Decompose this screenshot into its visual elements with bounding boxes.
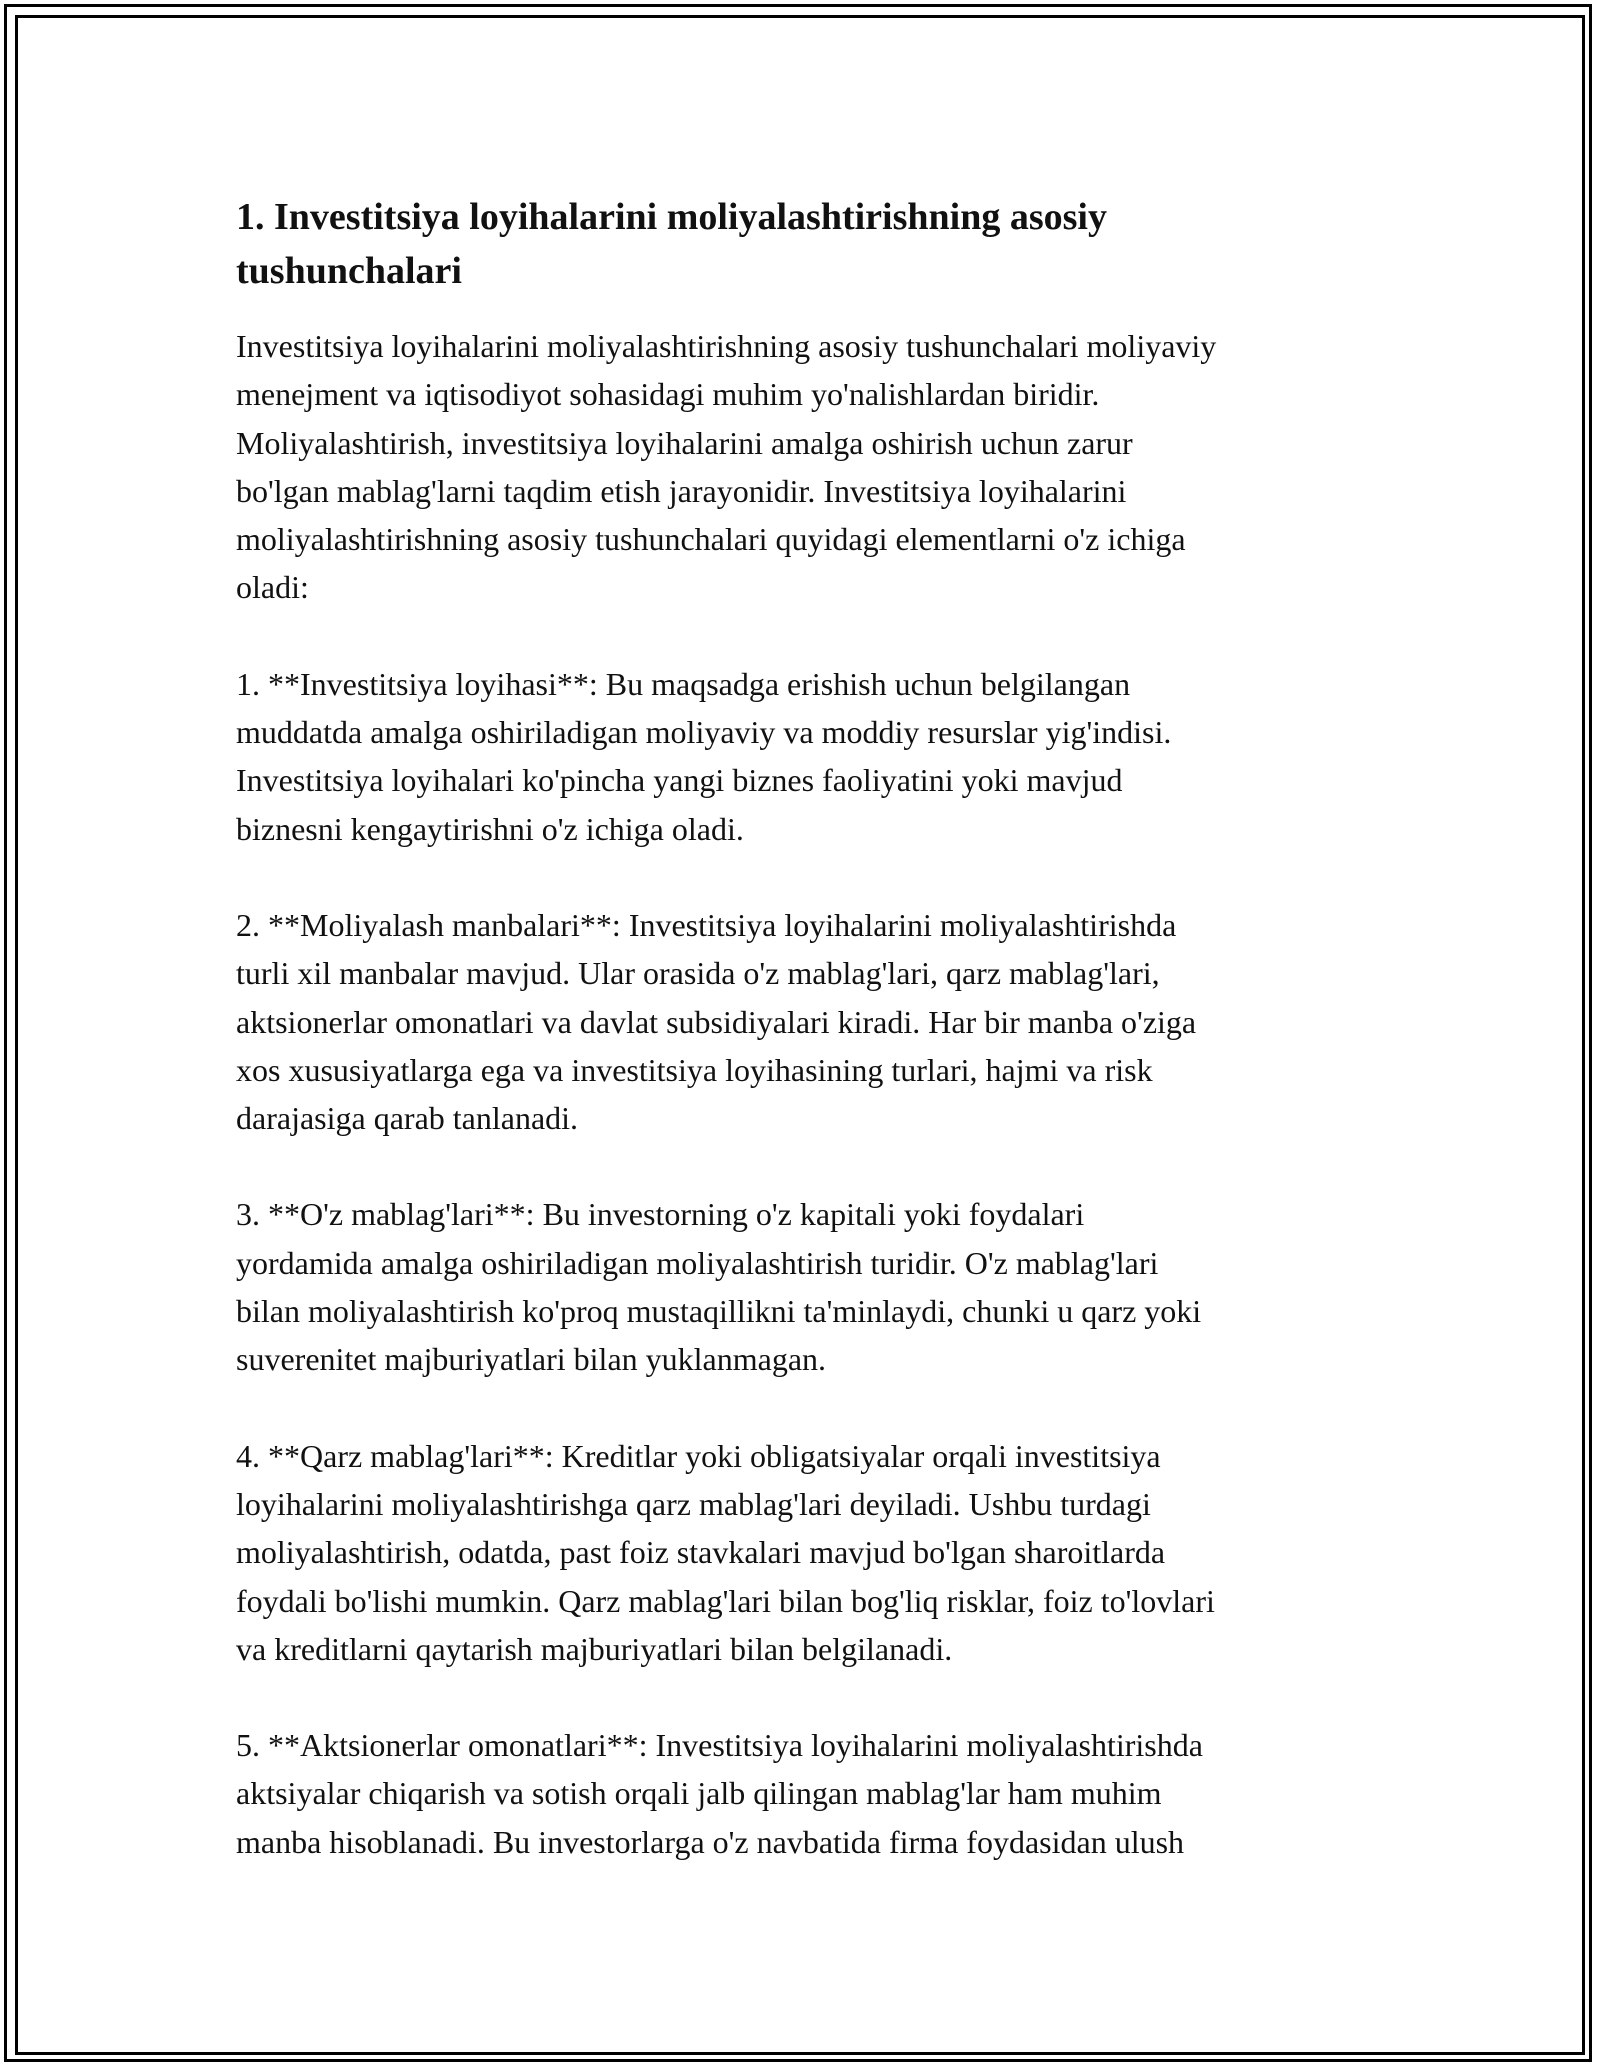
document-body: [236, 190, 1376, 1914]
list-item-shareholder-deposits: 5. **Aktsionerlar omonatlari**: Investitsiya loyihalarini moliyalashtirishda aktsiyalar chiqarish va sotish orqali jalb qilingan mablag'lar ham muhim manba hisoblanadi. Bu investorlarga o'z navbatida firma foydasidan ulush: [236, 1727, 1203, 1860]
intro-paragraph: Investitsiya loyihalarini moliyalashtirishning asosiy tushunchalari moliyaviy menejment va iqtisodiyot sohasidagi muhim yo'nalishlardan biridir. Moliyalashtirish, investitsiya loyihalarini amalga oshirish uchun zarur bo'lgan mablag'larni taqdim etish jarayonidir. Investitsiya loyihalarini moliyalashtirishning asosiy tushunchalari quyidagi elementlarni o'z ichiga oladi:: [236, 328, 1217, 606]
list-item-investment-project: 1. **Investitsiya loyihasi**: Bu maqsadga erishish uchun belgilangan muddatda amalga oshiriladigan moliyaviy va moddiy resurslar yig'indisi. Investitsiya loyihalari ko'pincha yangi biznes faoliyatini yoki mavjud biznesni kengaytirishni o'z ichiga oladi.: [236, 665, 1172, 847]
document-title: 1. Investitsiya loyihalarini moliyalashtirishning asosiy tushunchalari: [236, 196, 1107, 292]
list-item-funding-sources: 2. **Moliyalash manbalari**: Investitsiya loyihalarini moliyalashtirishda turli xil manbalar mavjud. Ular orasida o'z mablag'lari, qarz mablag'lari, aktsionerlar omonatlari va davlat subsidiyalari kiradi. Har bir manba o'ziga xos xususiyatlarga ega va investitsiya loyihasining turlari, hajmi va risk darajasiga qarab tanlanadi.: [236, 906, 1197, 1137]
list-item-borrowed-funds: 4. **Qarz mablag'lari**: Kreditlar yoki obligatsiyalar orqali investitsiya loyihalarini moliyalashtirishga qarz mablag'lari deyiladi. Ushbu turdagi moliyalashtirish, odatda, past foiz stavkalari mavjud bo'lgan sharoitlarda foydali bo'lishi mumkin. Qarz mablag'lari bilan bog'liq risklar, foiz to'lovlari va kreditlarni qaytarish majburiyatlari bilan belgilanadi.: [236, 1437, 1215, 1667]
list-item-own-funds: 3. **O'z mablag'lari**: Bu investorning o'z kapitali yoki foydalari yordamida amalga oshiriladigan moliyalashtirish turidir. O'z mablag'lari bilan moliyalashtirish ko'proq mustaqillikni ta'minlaydi, chunki u qarz yoki suverenitet majburiyatlari bilan yuklanmagan.: [236, 1196, 1202, 1378]
